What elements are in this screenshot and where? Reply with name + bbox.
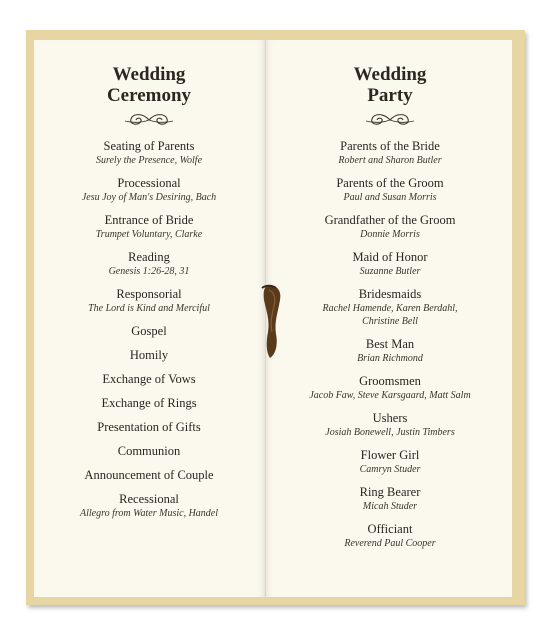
program-item xyxy=(288,411,492,439)
program-item-label: Parents of the Bride xyxy=(340,139,440,153)
program-item-detail: Jesu Joy of Man's Desiring, Bach xyxy=(81,192,217,203)
program-item-detail: Trumpet Voluntary, Clarke xyxy=(95,229,203,240)
program-item-label: Homily xyxy=(129,348,169,362)
program-item xyxy=(50,468,248,483)
ceremony-title xyxy=(50,64,248,106)
program-item-label: Groomsmen xyxy=(359,374,421,388)
program-item-label: Parents of the Groom xyxy=(336,176,444,190)
program-item-detail: Reverend Paul Cooper xyxy=(344,538,436,549)
program-item-label: Exchange of Rings xyxy=(101,396,197,410)
program-item-detail: The Lord is Kind and Merciful xyxy=(88,303,210,314)
program-item-label: Maid of Honor xyxy=(352,250,428,264)
program-item-detail: Genesis 1:26-28, 31 xyxy=(108,266,190,277)
flourish-ornament-icon xyxy=(364,111,416,129)
program-item xyxy=(50,396,248,411)
program-item xyxy=(50,287,248,315)
program-item-label: Best Man xyxy=(365,337,415,351)
program-item xyxy=(50,372,248,387)
program-item-label: Seating of Parents xyxy=(103,139,195,153)
ceremony-title-line1: Wedding xyxy=(112,64,186,85)
ceremony-column xyxy=(50,64,248,529)
program-item-label: Responsorial xyxy=(116,287,182,301)
program-item-label: Grandfather of the Groom xyxy=(324,213,456,227)
program-item-detail: Josiah Bonewell, Justin Timbers xyxy=(325,427,455,438)
program-item xyxy=(288,337,492,365)
program-item xyxy=(50,444,248,459)
program-item-detail: Surely the Presence, Wolfe xyxy=(95,155,203,166)
program-item xyxy=(50,324,248,339)
program-item-label: Ushers xyxy=(372,411,408,425)
program-item-label: Recessional xyxy=(119,492,179,506)
program-item xyxy=(288,176,492,204)
program-item xyxy=(50,139,248,167)
program-item-detail: Rachel Hamende, Karen Berdahl, xyxy=(322,303,458,314)
program-item xyxy=(50,492,248,520)
ceremony-title-line2: Ceremony xyxy=(106,85,192,106)
program-item-label: Announcement of Couple xyxy=(84,468,214,482)
program-item-label: Officiant xyxy=(367,522,413,536)
program-item-detail: Brian Richmond xyxy=(357,353,423,364)
program-item xyxy=(50,420,248,435)
program-item-detail: Robert and Sharon Butler xyxy=(338,155,442,166)
party-title-line2: Party xyxy=(367,85,413,106)
program-item-detail: Jacob Faw, Steve Karsgaard, Matt Salm xyxy=(309,390,471,401)
party-title-line1: Wedding xyxy=(353,64,427,85)
program-item-detail: Camryn Studer xyxy=(359,464,421,475)
program-item xyxy=(288,213,492,241)
program-item xyxy=(288,374,492,402)
program-item-label: Communion xyxy=(117,444,181,458)
program-item-detail: Suzanne Butler xyxy=(359,266,421,277)
program-item xyxy=(288,448,492,476)
program-item-label: Flower Girl xyxy=(360,448,420,462)
program-item-label: Bridesmaids xyxy=(358,287,422,301)
program-item-detail: Christine Bell xyxy=(362,316,418,327)
program-item-detail: Paul and Susan Morris xyxy=(343,192,437,203)
program-item xyxy=(288,250,492,278)
program-item-label: Ring Bearer xyxy=(359,485,421,499)
program-item xyxy=(288,522,492,550)
program-item-label: Processional xyxy=(117,176,181,190)
program-item-detail: Allegro from Water Music, Handel xyxy=(79,508,219,519)
program-item-label: Exchange of Vows xyxy=(102,372,196,386)
program-item-label: Reading xyxy=(128,250,170,264)
party-column xyxy=(288,64,492,559)
program-item-label: Entrance of Bride xyxy=(104,213,194,227)
program-item xyxy=(50,348,248,363)
program-item-label: Presentation of Gifts xyxy=(97,420,201,434)
program-item xyxy=(50,250,248,278)
program-item-label: Gospel xyxy=(131,324,167,338)
party-title xyxy=(288,64,492,106)
program-item-detail: Donnie Morris xyxy=(360,229,420,240)
wedding-party-list xyxy=(288,139,492,550)
program-item xyxy=(50,213,248,241)
program-item xyxy=(288,485,492,513)
program-item-detail: Micah Studer xyxy=(362,501,418,512)
ribbon-tie-icon xyxy=(256,282,286,362)
ceremony-order-list xyxy=(50,139,248,520)
program-item xyxy=(288,139,492,167)
flourish-ornament-icon xyxy=(123,111,175,129)
program-item xyxy=(50,176,248,204)
program-item xyxy=(288,287,492,328)
